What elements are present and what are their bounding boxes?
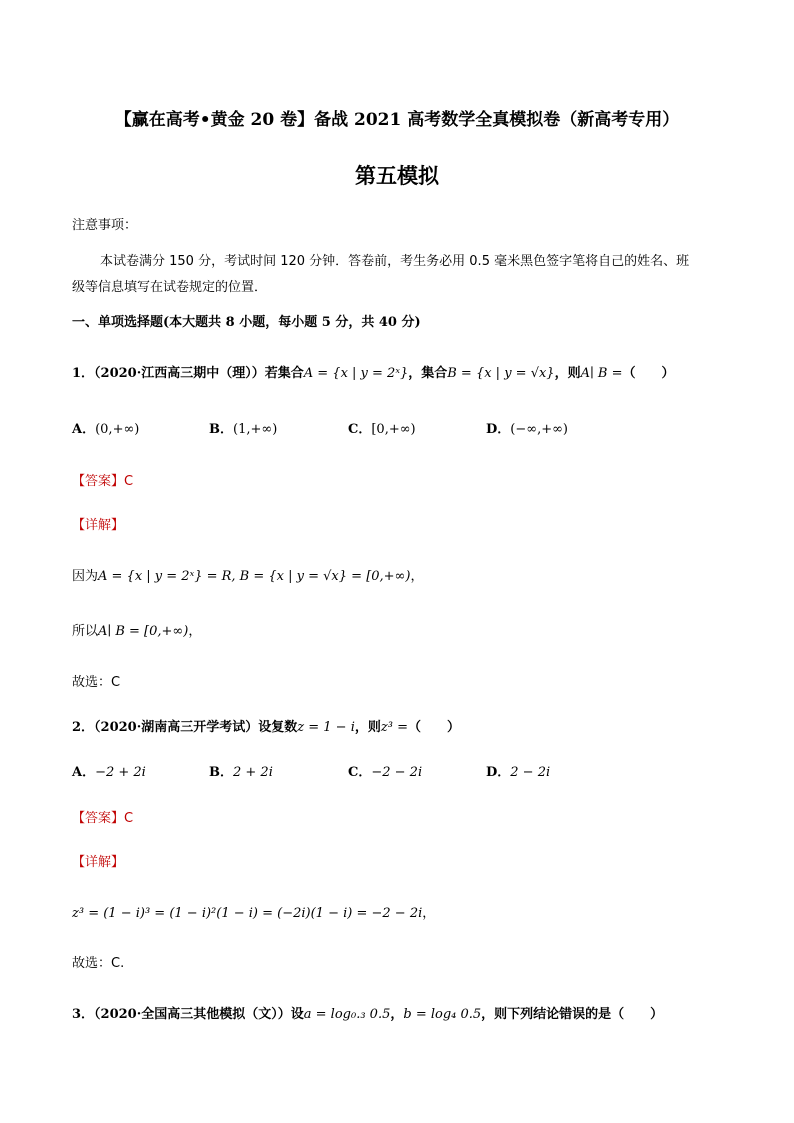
q1-end: （ ）	[622, 366, 675, 381]
q1-suffix: ，则	[554, 366, 581, 381]
q1-set-a: A = {x | y = 2ˣ}	[303, 366, 409, 381]
option-value: 2 − 2i	[510, 765, 551, 780]
q2-detail-line	[72, 902, 435, 921]
option-value: [0,+∞)	[371, 422, 416, 437]
notice-line-2: 级等信息填写在试卷规定的位置．	[72, 280, 268, 295]
q1-detail-label: 【详解】	[72, 518, 125, 533]
q1-detail-line	[72, 565, 423, 584]
option-value: 2 + 2i	[233, 765, 273, 780]
q2-option-c	[348, 761, 422, 780]
q3-b: b = log₄ 0.5	[403, 1007, 482, 1022]
q2-prefix: 2．（2020·湖南高三开学考试）设复数	[72, 720, 298, 735]
option-label: C．	[348, 765, 372, 780]
detail-expr: z³ = (1 − i)³ = (1 − i)²(1 − i) = (−2i)(1 − i) = −2 − 2i	[72, 906, 423, 921]
notice-line-1: 本试卷满分 150 分，考试时间 120 分钟．答卷前，考生务必用 0.5 毫米黑色签字笔将自己的姓名、班	[100, 254, 690, 269]
q1-op: A∣ B =	[580, 366, 623, 381]
option-label: B．	[209, 422, 233, 437]
option-label: A．	[72, 765, 96, 780]
option-value: (0,+∞)	[95, 422, 140, 437]
q3-suffix: ，则下列结论错误的是（ ）	[481, 1007, 664, 1022]
document-subtitle: 第五模拟	[355, 163, 439, 188]
q2-end: （ ）	[407, 720, 460, 735]
q2-z: z = 1 − i	[297, 720, 355, 735]
option-label: D．	[486, 422, 511, 437]
answer-label: 【答案】	[72, 811, 125, 826]
q1-mid: ，集合	[408, 366, 448, 381]
option-label: C．	[348, 422, 372, 437]
q2-z3: z³ =	[380, 720, 408, 735]
option-value: −2 − 2i	[371, 765, 423, 780]
option-value: (1,+∞)	[233, 422, 278, 437]
q1-set-b: B = {x | y = √x}	[447, 366, 555, 381]
detail-prefix: 因为	[72, 569, 99, 584]
question-3	[72, 1003, 663, 1022]
q2-choose: 故选：C.	[72, 956, 125, 971]
so-end: ，	[188, 624, 202, 639]
q2-option-d	[486, 761, 550, 780]
q2-mid: ，则	[354, 720, 381, 735]
detail-set-a: A = {x | y = 2ˣ} = R	[98, 569, 232, 584]
option-label: B．	[209, 765, 233, 780]
q2-option-a	[72, 761, 146, 780]
detail-end: ，	[422, 906, 436, 921]
question-2	[72, 716, 460, 735]
so-expr: A∣ B = [0,+∞)	[98, 624, 189, 639]
so-prefix: 所以	[72, 624, 99, 639]
q2-option-b	[209, 761, 273, 780]
q3-a: a = log₀.₃ 0.5	[303, 1007, 391, 1022]
detail-set-b: , B = {x | y = √x} = [0,+∞)	[231, 569, 411, 584]
question-1	[72, 362, 675, 381]
q3-prefix: 3．（2020·全国高三其他模拟（文））设	[72, 1007, 304, 1022]
q1-choose: 故选：C	[72, 675, 121, 690]
q1-option-d	[486, 418, 568, 437]
q2-detail-label: 【详解】	[72, 855, 125, 870]
option-label: A．	[72, 422, 96, 437]
answer-label: 【答案】	[72, 474, 125, 489]
option-label: D．	[486, 765, 511, 780]
section-heading: 一、单项选择题(本大题共 8 小题，每小题 5 分，共 40 分)	[72, 315, 421, 330]
q1-prefix: 1．（2020·江西高三期中（理））若集合	[72, 366, 304, 381]
q1-so-line	[72, 620, 201, 639]
q2-answer	[72, 807, 133, 826]
detail-end: ，	[410, 569, 424, 584]
option-value: (−∞,+∞)	[510, 422, 569, 437]
q1-answer	[72, 470, 133, 489]
notice-heading: 注意事项：	[72, 218, 138, 233]
option-value: −2 + 2i	[95, 765, 146, 780]
document-title: 【赢在高考•黄金 20 卷】备战 2021 高考数学全真模拟卷（新高考专用）	[114, 110, 680, 130]
q3-comma: ，	[390, 1007, 404, 1022]
q1-option-b	[209, 418, 277, 437]
answer-value: C	[124, 474, 134, 489]
q1-option-a	[72, 418, 139, 437]
answer-value: C	[124, 811, 134, 826]
q1-option-c	[348, 418, 416, 437]
